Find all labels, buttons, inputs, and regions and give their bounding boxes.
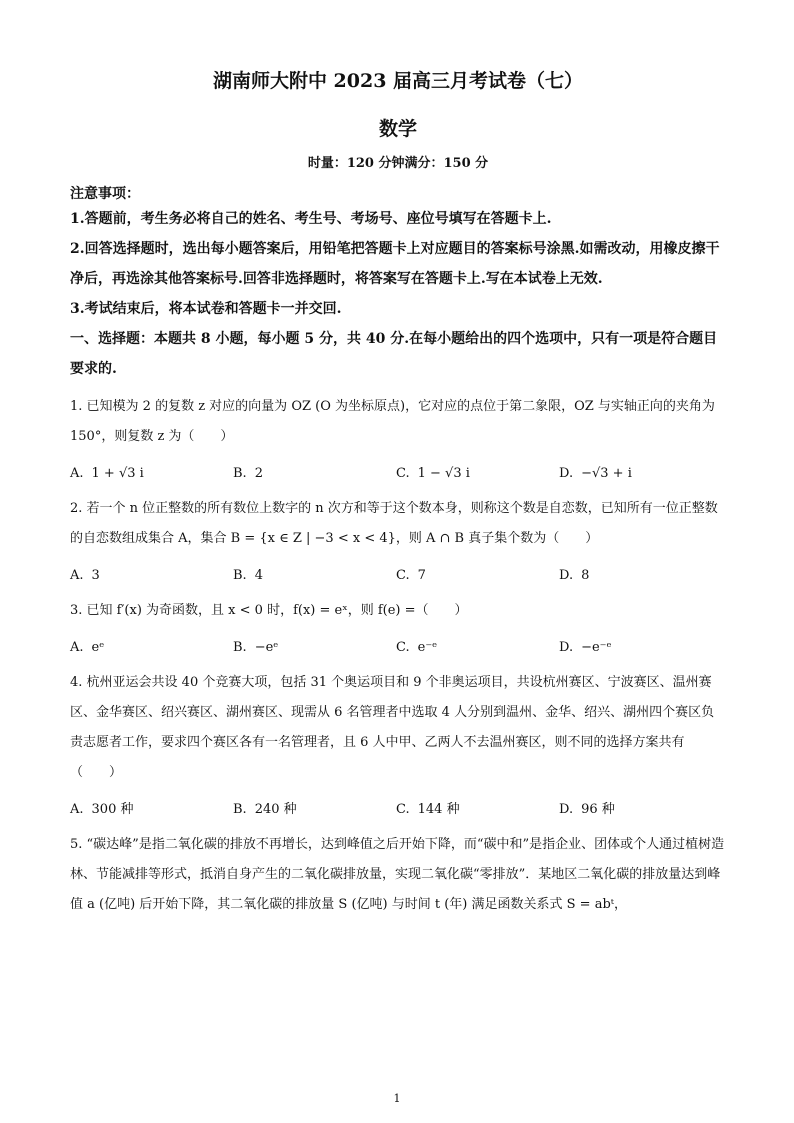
section-heading: 一、选择题：本题共 8 小题，每小题 5 分，共 40 分.在每小题给出的四个选项中，只有一项是符合题目要求的. — [70, 331, 718, 377]
option-d — [559, 564, 722, 588]
option-letter: A. — [70, 466, 84, 481]
option-c — [396, 462, 559, 486]
option-letter: A. — [70, 568, 84, 583]
option-letter: C. — [396, 466, 410, 481]
option-letter: B. — [233, 802, 247, 817]
question-1-options — [70, 462, 726, 486]
notes-heading: 注意事项： — [70, 186, 140, 202]
option-b — [233, 798, 396, 822]
option-text: 7 — [417, 568, 426, 583]
option-text: 144 种 — [417, 802, 460, 817]
option-text: 1 + √3 i — [91, 466, 144, 481]
option-letter: A. — [70, 640, 84, 655]
option-b — [233, 564, 396, 588]
option-text: 4 — [254, 568, 263, 583]
option-letter: D. — [559, 466, 574, 481]
note-item: 2.回答选择题时，选出每小题答案后，用铅笔把答题卡上对应题目的答案标号涂黑.如需改动，用橡皮擦干净后，再选涂其他答案标号.回答非选择题时，将答案写在答题卡上.写在本试卷上无效. — [70, 241, 720, 287]
option-letter: B. — [233, 466, 247, 481]
exam-title: 湖南师大附中 2023 届高三月考试卷（七） — [212, 70, 584, 92]
option-c — [396, 798, 559, 822]
option-a — [70, 462, 233, 486]
question-3-stem: 3. 已知 f′(x) 为奇函数，且 x < 0 时，f(x) = eˣ，则 f(e) =（ ） — [70, 603, 468, 618]
option-text: 8 — [581, 568, 590, 583]
option-text: 300 种 — [91, 802, 134, 817]
option-c — [396, 564, 559, 588]
page-number: 1 — [393, 1092, 401, 1105]
option-text: e⁻ᵉ — [417, 640, 438, 655]
option-text: −eᵉ — [254, 640, 279, 655]
option-text: −√3 + i — [581, 466, 632, 481]
exam-subject: 数学 — [378, 118, 417, 140]
option-b — [233, 462, 396, 486]
option-d — [559, 798, 722, 822]
option-a — [70, 564, 233, 588]
option-text: 3 — [91, 568, 100, 583]
question-2-stem: 2. 若一个 n 位正整数的所有数位上数字的 n 次方和等于这个数本身，则称这个数是自恋数，已知所有一位正整数的自恋数组成集合 A，集合 B = {x ∈ Z | −3 < x < 4}，则 A ∩ B 真子集个数为（ ） — [70, 501, 718, 546]
option-a — [70, 636, 233, 660]
option-text: −e⁻ᵉ — [581, 640, 612, 655]
exam-page — [70, 66, 726, 920]
option-text: 96 种 — [581, 802, 615, 817]
option-letter: B. — [233, 568, 247, 583]
option-letter: D. — [559, 802, 574, 817]
option-d — [559, 636, 722, 660]
note-item: 3.考试结束后，将本试卷和答题卡一并交回. — [70, 301, 342, 317]
option-text: 240 种 — [254, 802, 297, 817]
option-c — [396, 636, 559, 660]
option-letter: C. — [396, 640, 410, 655]
option-letter: A. — [70, 802, 84, 817]
question-4-stem: 4. 杭州亚运会共设 40 个竞赛大项，包括 31 个奥运项目和 9 个非奥运项目，共设杭州赛区、宁波赛区、温州赛区、金华赛区、绍兴赛区、湖州赛区、现需从 6 名管理者中选取 4 人分别到温州、金华、绍兴、湖州四个赛区负责志愿者工作，要求四个赛区各有一名管理者，且 6 人中甲、乙两人不去温州赛区，则不同的选择方案共有（ ） — [70, 675, 715, 780]
option-b — [233, 636, 396, 660]
question-3-options — [70, 636, 726, 660]
question-2-options — [70, 564, 726, 588]
option-a — [70, 798, 233, 822]
option-letter: C. — [396, 568, 410, 583]
question-4-options — [70, 798, 726, 822]
exam-timing: 时量：120 分钟满分：150 分 — [307, 156, 489, 171]
option-text: eᵉ — [91, 640, 105, 655]
option-letter: D. — [559, 568, 574, 583]
option-d — [559, 462, 722, 486]
question-5-stem: 5. “碳达峰”是指二氧化碳的排放不再增长，达到峰值之后开始下降，而“碳中和”是指企业、团体或个人通过植树造林、节能减排等形式，抵消自身产生的二氧化碳排放量，实现二氧化碳“零排放”．某地区二氧化碳的排放量达到峰值 a (亿吨) 后开始下降，其二氧化碳的排放量 S (亿吨) 与时间 t (年) 满足函数关系式 S = abᵗ， — [70, 837, 725, 912]
option-text: 2 — [254, 466, 263, 481]
question-1-stem: 1. 已知模为 2 的复数 z 对应的向量为 OZ (O 为坐标原点)，它对应的点位于第二象限，OZ 与实轴正向的夹角为 150°，则复数 z 为（ ） — [70, 399, 715, 444]
option-letter: B. — [233, 640, 247, 655]
option-text: 1 − √3 i — [417, 466, 470, 481]
note-item: 1.答题前，考生务必将自己的姓名、考生号、考场号、座位号填写在答题卡上. — [70, 211, 552, 227]
option-letter: C. — [396, 802, 410, 817]
option-letter: D. — [559, 640, 574, 655]
